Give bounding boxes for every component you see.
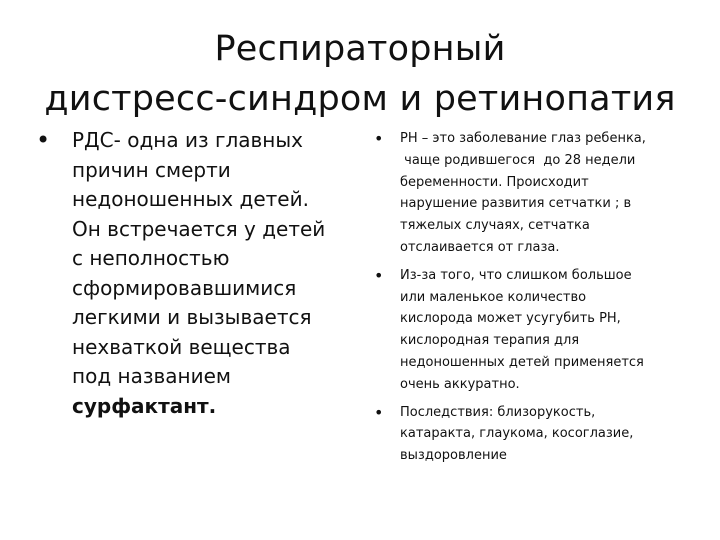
right-line: отслаивается от глаза.	[400, 239, 560, 255]
left-line: с неполностью	[72, 246, 230, 270]
title-line-1: Респираторный	[214, 29, 506, 69]
right-line: нарушение развития сетчатки ; в	[400, 196, 632, 212]
right-bullet-item-oxygen	[374, 265, 690, 396]
bullet-icon: •	[374, 129, 384, 148]
left-line: недоношенных детей.	[72, 187, 309, 211]
left-line: причин смерти	[72, 157, 231, 182]
slide-title	[30, 24, 690, 124]
left-line: нехваткой вещества	[72, 334, 291, 359]
right-bullet-item-rn	[374, 128, 690, 259]
right-line: катаракта, глаукома, косоглазие,	[400, 426, 634, 442]
left-line: под названием	[72, 364, 231, 388]
right-bullet-item-consequences	[374, 402, 690, 467]
left-line: легкими и вызывается	[72, 305, 312, 329]
bullet-icon: •	[374, 265, 384, 285]
right-column	[374, 128, 690, 473]
right-line: беременности. Происходит	[400, 174, 589, 190]
bullet-icon: •	[374, 402, 384, 422]
title-line-2: дистресс-синдром и ретинопатия	[44, 79, 676, 119]
right-line: кислорода может усугубить РН,	[400, 311, 621, 327]
left-line: РДС- одна из главных	[72, 128, 304, 152]
right-line: выздоровление	[400, 448, 507, 464]
right-line: очень аккуратно.	[400, 376, 520, 392]
bold-term: сурфактант.	[72, 393, 217, 418]
left-line: сформировавшимися	[72, 275, 297, 300]
bullet-icon: •	[36, 126, 51, 154]
left-line: Он встречается у детей	[72, 216, 326, 241]
right-line: кислородная терапия для	[400, 333, 580, 349]
left-column	[36, 126, 356, 421]
right-line: или маленькое количество	[400, 289, 587, 305]
right-line: тяжелых случаях, сетчатка	[400, 218, 590, 234]
right-line: чаще родившегося до 28 недели	[400, 152, 636, 168]
right-line: недоношенных детей применяется	[400, 354, 644, 370]
right-line: РН – это заболевание глаз ребенка,	[400, 131, 646, 146]
right-line: Последствия: близорукость,	[400, 404, 596, 420]
right-line: Из-за того, что слишком большое	[400, 267, 632, 283]
left-bullet-item	[36, 126, 356, 421]
